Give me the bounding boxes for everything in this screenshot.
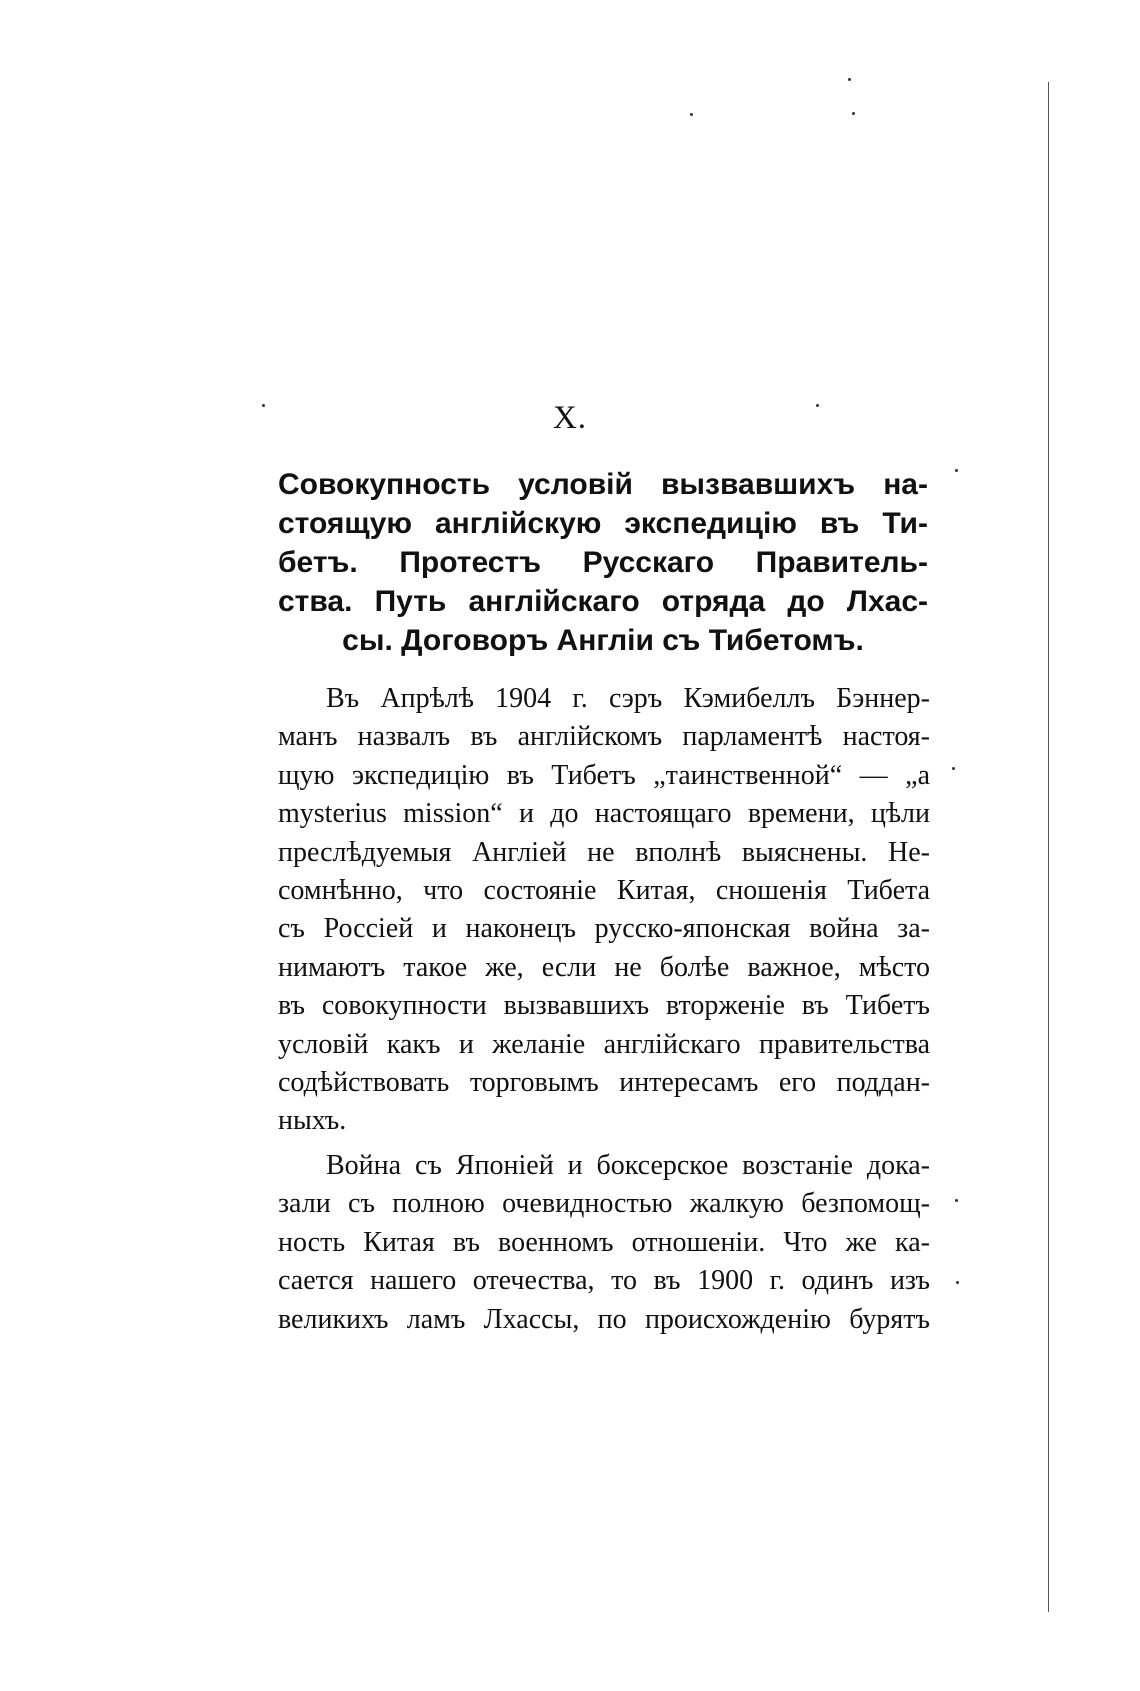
text-line: нимаютъ такое же, если не болѣе важное, мѣсто bbox=[278, 951, 930, 983]
scan-speck bbox=[956, 1281, 959, 1284]
scan-speck bbox=[952, 767, 955, 770]
text-line: содѣйствовать торговымъ интересамъ его поддан- bbox=[278, 1067, 930, 1099]
scan-speck bbox=[852, 112, 855, 115]
scan-speck bbox=[955, 469, 958, 472]
text-line: Въ Апрѣлѣ 1904 г. сэръ Кэмибеллъ Бэннер- bbox=[326, 683, 930, 714]
text-line: съ Россіей и наконецъ русско-японская война за- bbox=[278, 913, 930, 945]
text-line: зали съ полною очевидностью жалкую безпомощ- bbox=[278, 1188, 930, 1220]
chapter-title bbox=[278, 465, 928, 660]
text-line: сомнѣнно, что состояніе Китая, сношенія Тибета bbox=[278, 875, 930, 907]
scan-speck bbox=[955, 1199, 958, 1202]
chapter-title-line: стоящую англійскую экспедицію въ Ти- bbox=[278, 507, 928, 540]
page-edge-line bbox=[1048, 82, 1049, 1612]
body-text bbox=[278, 680, 930, 1339]
paragraph bbox=[278, 1147, 930, 1339]
scan-speck bbox=[690, 113, 693, 116]
chapter-title-line: бетъ. Протестъ Русскаго Правитель- bbox=[278, 546, 928, 579]
text-line: условій какъ и желаніе англійскаго правительства bbox=[278, 1028, 930, 1060]
text-line: mysterius mission“ и до настоящаго времени, цѣли bbox=[278, 798, 930, 830]
text-line: преслѣдуемыя Англіей не вполнѣ выяснены. Не- bbox=[278, 836, 930, 868]
text-line: ныхъ. bbox=[278, 1105, 347, 1137]
paragraph bbox=[278, 680, 930, 1141]
chapter-title-line: сы. Договоръ Англіи съ Тибетомъ. bbox=[342, 624, 864, 657]
text-line: манъ назвалъ въ англійскомъ парламентѣ настоя- bbox=[278, 721, 930, 753]
chapter-number: X. bbox=[552, 400, 588, 436]
text-line: Война съ Японіей и боксерское возстаніе дока- bbox=[326, 1149, 930, 1181]
text-line: щую экспедицію въ Тибетъ „таинственной“ — „a bbox=[278, 759, 930, 791]
text-line: великихъ ламъ Лхассы, по происхожденію бурятъ bbox=[278, 1303, 930, 1335]
chapter-title-line: ства. Путь англійскаго отряда до Лхас- bbox=[278, 585, 928, 618]
text-line: ность Китая въ военномъ отношеніи. Что же ка- bbox=[278, 1226, 930, 1258]
text-line: сается нашего отечества, то въ 1900 г. одинъ изъ bbox=[278, 1265, 930, 1297]
scan-speck bbox=[848, 78, 851, 81]
chapter-title-line: Совокупность условій вызвавшихъ на- bbox=[278, 468, 928, 501]
text-line: въ совокупности вызвавшихъ вторженіе въ Тибетъ bbox=[278, 990, 930, 1022]
